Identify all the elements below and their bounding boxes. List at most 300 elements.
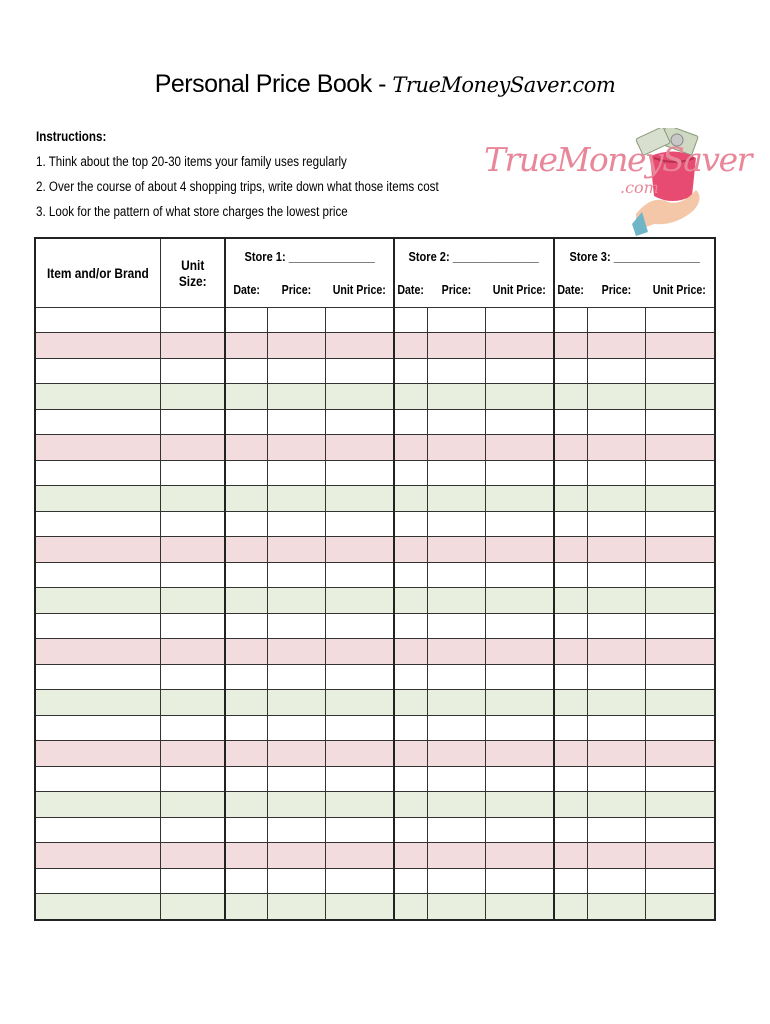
store-2-date-cell[interactable] [394,843,427,868]
store-2-price-cell[interactable] [427,613,485,638]
store-3-price-cell[interactable] [587,664,645,689]
store-1-date-cell[interactable] [225,384,267,409]
store-1-price-cell[interactable] [267,562,325,587]
store-2-unit-price-cell[interactable] [485,639,554,664]
item-cell[interactable] [35,639,160,664]
table-row [35,715,715,740]
store-3-date-cell[interactable] [554,308,587,333]
store-1-price-cell[interactable] [267,460,325,485]
store-2-date-cell[interactable] [394,792,427,817]
item-cell[interactable] [35,409,160,434]
store-3-price-cell[interactable] [587,308,645,333]
store-1-unit-price-cell[interactable] [325,715,394,740]
store-2-unit-price-cell[interactable] [485,868,554,893]
store-2-date-cell[interactable] [394,384,427,409]
store-3-unit-price-cell[interactable] [645,384,715,409]
store-2-price-cell[interactable] [427,511,485,536]
store-2-date-header: Date: [394,273,427,308]
store-3-unit-price-cell[interactable] [645,664,715,689]
store-3-header: Store 3: ______________ [554,238,715,273]
store-2-price-cell[interactable] [427,333,485,358]
store-2-price-cell[interactable] [427,537,485,562]
store-2-price-cell[interactable] [427,409,485,434]
store-2-unit-price-cell[interactable] [485,664,554,689]
unit-size-cell[interactable] [160,843,225,868]
table-row [35,741,715,766]
store-3-date-cell[interactable] [554,639,587,664]
store-3-unit-price-cell[interactable] [645,817,715,842]
item-cell[interactable] [35,868,160,893]
store-3-date-cell[interactable] [554,766,587,791]
store-1-price-cell[interactable] [267,511,325,536]
store-1-price-cell[interactable] [267,894,325,920]
unit-size-cell[interactable] [160,486,225,511]
store-2-unit-price-cell[interactable] [485,843,554,868]
store-2-date-cell[interactable] [394,894,427,920]
store-2-date-cell[interactable] [394,588,427,613]
store-3-unit-price-cell[interactable] [645,486,715,511]
store-3-price-cell[interactable] [587,562,645,587]
unit-size-cell[interactable] [160,664,225,689]
item-cell[interactable] [35,333,160,358]
store-3-unit-price-cell[interactable] [645,460,715,485]
store-3-unit-price-cell[interactable] [645,358,715,383]
store-1-date-cell[interactable] [225,308,267,333]
instructions-heading: Instructions: [36,129,107,144]
store-1-date-cell[interactable] [225,843,267,868]
store-2-price-cell[interactable] [427,384,485,409]
store-3-price-cell[interactable] [587,486,645,511]
store-3-unit-price-cell[interactable] [645,766,715,791]
store-1-date-cell[interactable] [225,588,267,613]
item-cell[interactable] [35,511,160,536]
store-3-date-cell[interactable] [554,588,587,613]
store-1-price-cell[interactable] [267,613,325,638]
store-2-price-cell[interactable] [427,435,485,460]
store-3-price-cell[interactable] [587,894,645,920]
store-2-header: Store 2: ______________ [394,238,554,273]
store-2-date-cell[interactable] [394,613,427,638]
store-2-date-cell[interactable] [394,486,427,511]
store-1-date-cell[interactable] [225,792,267,817]
store-3-unit-price-cell[interactable] [645,537,715,562]
unit-size-cell[interactable] [160,308,225,333]
price-book-table [34,237,716,921]
store-3-price-cell[interactable] [587,358,645,383]
store-2-unit-price-cell[interactable] [485,894,554,920]
store-1-date-cell[interactable] [225,715,267,740]
store-3-unit-price-cell[interactable] [645,639,715,664]
store-1-date-cell[interactable] [225,460,267,485]
store-2-unit-price-cell[interactable] [485,384,554,409]
store-3-date-cell[interactable] [554,894,587,920]
store-3-price-cell[interactable] [587,333,645,358]
store-3-price-cell[interactable] [587,384,645,409]
store-3-date-cell[interactable] [554,690,587,715]
store-3-unit-price-cell[interactable] [645,690,715,715]
store-1-date-cell[interactable] [225,613,267,638]
store-1-price-cell[interactable] [267,333,325,358]
store-3-date-cell[interactable] [554,792,587,817]
store-1-price-cell[interactable] [267,843,325,868]
unit-size-cell[interactable] [160,690,225,715]
store-1-date-cell[interactable] [225,690,267,715]
store-3-price-cell[interactable] [587,613,645,638]
store-1-date-header: Date: [225,273,267,308]
store-1-date-cell[interactable] [225,741,267,766]
unit-size-cell[interactable] [160,537,225,562]
table-row [35,766,715,791]
store-2-price-cell[interactable] [427,690,485,715]
store-1-date-cell[interactable] [225,435,267,460]
store-2-price-cell[interactable] [427,792,485,817]
store-1-unit-price-cell[interactable] [325,741,394,766]
store-2-price-cell[interactable] [427,894,485,920]
store-3-price-cell[interactable] [587,537,645,562]
store-3-unit-price-cell[interactable] [645,613,715,638]
table-row [35,817,715,842]
store-1-date-cell[interactable] [225,486,267,511]
store-3-unit-price-cell[interactable] [645,409,715,434]
store-3-date-cell[interactable] [554,817,587,842]
table-row [35,639,715,664]
store-2-unit-price-cell[interactable] [485,817,554,842]
store-1-price-cell[interactable] [267,308,325,333]
item-cell[interactable] [35,435,160,460]
store-2-date-cell[interactable] [394,690,427,715]
store-1-unit-price-cell[interactable] [325,358,394,383]
store-1-price-header: Price: [267,273,325,308]
store-1-unit-price-cell[interactable] [325,435,394,460]
store-3-date-cell[interactable] [554,333,587,358]
store-1-date-cell[interactable] [225,766,267,791]
store-3-price-cell[interactable] [587,435,645,460]
store-1-unit-price-cell[interactable] [325,562,394,587]
unit-size-cell[interactable] [160,511,225,536]
unit-size-cell[interactable] [160,562,225,587]
item-cell[interactable] [35,613,160,638]
item-cell[interactable] [35,384,160,409]
store-3-unit-price-cell[interactable] [645,435,715,460]
item-cell[interactable] [35,690,160,715]
store-1-price-cell[interactable] [267,409,325,434]
store-3-unit-price-header: Unit Price: [645,273,715,308]
store-2-date-cell[interactable] [394,460,427,485]
unit-size-cell[interactable] [160,715,225,740]
store-2-date-cell[interactable] [394,868,427,893]
store-1-date-cell[interactable] [225,664,267,689]
store-2-date-cell[interactable] [394,308,427,333]
store-1-unit-price-cell[interactable] [325,613,394,638]
store-2-unit-price-cell[interactable] [485,308,554,333]
store-2-date-cell[interactable] [394,435,427,460]
store-2-unit-price-cell[interactable] [485,486,554,511]
store-2-price-cell[interactable] [427,639,485,664]
table-row [35,588,715,613]
unit-size-cell[interactable] [160,868,225,893]
item-cell[interactable] [35,486,160,511]
instruction-step: 2. Over the course of about 4 shopping trips, write down what those items cost [36,179,439,194]
store-3-price-cell[interactable] [587,511,645,536]
store-2-date-cell[interactable] [394,537,427,562]
store-2-date-cell[interactable] [394,358,427,383]
store-3-unit-price-cell[interactable] [645,868,715,893]
store-2-unit-price-cell[interactable] [485,333,554,358]
unit-size-cell[interactable] [160,639,225,664]
store-2-unit-price-cell[interactable] [485,741,554,766]
item-cell[interactable] [35,562,160,587]
store-1-price-cell[interactable] [267,868,325,893]
store-2-unit-price-cell[interactable] [485,460,554,485]
store-1-unit-price-cell[interactable] [325,308,394,333]
unit-size-cell[interactable] [160,435,225,460]
store-1-price-cell[interactable] [267,384,325,409]
store-1-price-cell[interactable] [267,358,325,383]
store-1-unit-price-cell[interactable] [325,817,394,842]
store-1-unit-price-cell[interactable] [325,792,394,817]
store-2-date-cell[interactable] [394,409,427,434]
store-2-price-cell[interactable] [427,715,485,740]
store-2-price-cell[interactable] [427,868,485,893]
store-2-unit-price-cell[interactable] [485,511,554,536]
unit-size-cell[interactable] [160,817,225,842]
store-1-unit-price-cell[interactable] [325,511,394,536]
store-2-unit-price-cell[interactable] [485,792,554,817]
unit-size-cell[interactable] [160,894,225,920]
store-3-unit-price-cell[interactable] [645,792,715,817]
store-1-date-cell[interactable] [225,868,267,893]
table-row [35,843,715,868]
store-3-unit-price-cell[interactable] [645,715,715,740]
unit-size-cell[interactable] [160,766,225,791]
store-1-price-cell[interactable] [267,792,325,817]
store-1-date-cell[interactable] [225,358,267,383]
store-1-unit-price-cell[interactable] [325,486,394,511]
store-2-date-cell[interactable] [394,817,427,842]
item-cell[interactable] [35,664,160,689]
item-cell[interactable] [35,741,160,766]
store-2-price-cell[interactable] [427,460,485,485]
store-1-price-cell[interactable] [267,690,325,715]
store-1-price-cell[interactable] [267,435,325,460]
store-3-unit-price-cell[interactable] [645,588,715,613]
store-1-price-cell[interactable] [267,766,325,791]
store-1-date-cell[interactable] [225,639,267,664]
unit-size-header: Unit Size: [160,238,225,308]
store-3-date-cell[interactable] [554,664,587,689]
store-2-date-cell[interactable] [394,511,427,536]
item-cell[interactable] [35,358,160,383]
store-3-date-cell[interactable] [554,537,587,562]
table-row [35,664,715,689]
store-3-unit-price-cell[interactable] [645,333,715,358]
item-cell[interactable] [35,792,160,817]
store-3-price-cell[interactable] [587,843,645,868]
store-3-date-cell[interactable] [554,409,587,434]
store-1-unit-price-cell[interactable] [325,868,394,893]
store-1-price-cell[interactable] [267,588,325,613]
table-row [35,511,715,536]
logo-wordmark: TrueMoneySaver [484,140,751,179]
store-3-unit-price-cell[interactable] [645,894,715,920]
store-1-unit-price-cell[interactable] [325,690,394,715]
store-1-price-cell[interactable] [267,664,325,689]
store-2-price-cell[interactable] [427,843,485,868]
store-1-date-cell[interactable] [225,409,267,434]
table-row [35,690,715,715]
store-2-unit-price-cell[interactable] [485,588,554,613]
store-3-date-cell[interactable] [554,384,587,409]
store-1-price-cell[interactable] [267,715,325,740]
store-1-unit-price-cell[interactable] [325,409,394,434]
store-1-unit-price-cell[interactable] [325,766,394,791]
store-1-unit-price-cell[interactable] [325,843,394,868]
item-cell[interactable] [35,843,160,868]
store-2-price-cell[interactable] [427,664,485,689]
store-1-unit-price-cell[interactable] [325,537,394,562]
store-1-date-cell[interactable] [225,537,267,562]
store-3-unit-price-cell[interactable] [645,741,715,766]
price-book-body [35,308,715,921]
table-row [35,868,715,893]
item-cell[interactable] [35,766,160,791]
store-3-unit-price-cell[interactable] [645,562,715,587]
store-3-date-cell[interactable] [554,435,587,460]
store-2-date-cell[interactable] [394,715,427,740]
store-3-price-cell[interactable] [587,715,645,740]
store-3-date-cell[interactable] [554,843,587,868]
store-3-date-cell[interactable] [554,460,587,485]
unit-size-cell[interactable] [160,741,225,766]
store-3-price-cell[interactable] [587,409,645,434]
store-1-unit-price-cell[interactable] [325,384,394,409]
store-3-price-cell[interactable] [587,868,645,893]
instruction-step: 1. Think about the top 20-30 items your family uses regularly [36,154,347,169]
store-1-price-cell[interactable] [267,639,325,664]
unit-size-cell[interactable] [160,333,225,358]
store-1-unit-price-cell[interactable] [325,639,394,664]
table-row [35,409,715,434]
store-2-price-cell[interactable] [427,817,485,842]
store-3-price-cell[interactable] [587,766,645,791]
store-2-unit-price-cell[interactable] [485,562,554,587]
store-2-unit-price-cell[interactable] [485,715,554,740]
store-3-price-cell[interactable] [587,588,645,613]
store-3-unit-price-cell[interactable] [645,308,715,333]
store-1-unit-price-cell[interactable] [325,460,394,485]
store-1-unit-price-cell[interactable] [325,664,394,689]
store-2-price-cell[interactable] [427,486,485,511]
store-2-price-cell[interactable] [427,741,485,766]
store-1-date-cell[interactable] [225,562,267,587]
store-3-price-cell[interactable] [587,460,645,485]
store-2-unit-price-cell[interactable] [485,690,554,715]
store-3-date-cell[interactable] [554,511,587,536]
store-3-unit-price-cell[interactable] [645,511,715,536]
store-2-date-cell[interactable] [394,562,427,587]
table-row [35,894,715,920]
table-row [35,486,715,511]
store-2-unit-price-cell[interactable] [485,435,554,460]
item-cell[interactable] [35,588,160,613]
store-1-date-cell[interactable] [225,817,267,842]
store-2-unit-price-cell[interactable] [485,766,554,791]
store-2-date-cell[interactable] [394,664,427,689]
store-1-date-cell[interactable] [225,511,267,536]
table-row [35,613,715,638]
store-2-price-cell[interactable] [427,358,485,383]
item-cell[interactable] [35,537,160,562]
store-3-date-cell[interactable] [554,868,587,893]
store-3-date-cell[interactable] [554,741,587,766]
store-3-date-cell[interactable] [554,486,587,511]
unit-size-cell[interactable] [160,792,225,817]
item-cell[interactable] [35,308,160,333]
item-cell[interactable] [35,460,160,485]
item-cell[interactable] [35,817,160,842]
store-2-unit-price-cell[interactable] [485,409,554,434]
store-2-price-cell[interactable] [427,766,485,791]
store-2-unit-price-cell[interactable] [485,613,554,638]
store-3-date-cell[interactable] [554,715,587,740]
store-1-date-cell[interactable] [225,333,267,358]
store-1-price-cell[interactable] [267,817,325,842]
store-2-price-cell[interactable] [427,588,485,613]
table-row [35,792,715,817]
store-3-date-cell[interactable] [554,613,587,638]
store-2-unit-price-cell[interactable] [485,537,554,562]
unit-size-cell[interactable] [160,613,225,638]
store-3-price-cell[interactable] [587,792,645,817]
store-3-date-cell[interactable] [554,562,587,587]
instructions [36,124,439,224]
store-1-unit-price-header: Unit Price: [325,273,394,308]
unit-size-cell[interactable] [160,384,225,409]
store-1-unit-price-cell[interactable] [325,588,394,613]
store-3-price-cell[interactable] [587,741,645,766]
store-1-date-cell[interactable] [225,894,267,920]
table-row [35,460,715,485]
unit-size-cell[interactable] [160,409,225,434]
store-3-price-cell[interactable] [587,690,645,715]
item-cell[interactable] [35,894,160,920]
store-3-price-cell[interactable] [587,817,645,842]
store-1-price-cell[interactable] [267,486,325,511]
store-1-unit-price-cell[interactable] [325,894,394,920]
store-2-date-cell[interactable] [394,766,427,791]
title-brand: TrueMoneySaver.com [392,73,616,97]
unit-size-cell[interactable] [160,358,225,383]
table-row [35,308,715,333]
unit-size-cell[interactable] [160,588,225,613]
store-3-price-cell[interactable] [587,639,645,664]
unit-size-cell[interactable] [160,460,225,485]
store-1-unit-price-cell[interactable] [325,333,394,358]
table-row [35,333,715,358]
store-2-date-cell[interactable] [394,333,427,358]
store-2-unit-price-cell[interactable] [485,358,554,383]
store-3-unit-price-cell[interactable] [645,843,715,868]
store-2-date-cell[interactable] [394,639,427,664]
store-3-date-cell[interactable] [554,358,587,383]
store-1-price-cell[interactable] [267,741,325,766]
store-2-price-cell[interactable] [427,308,485,333]
item-cell[interactable] [35,715,160,740]
store-2-date-cell[interactable] [394,741,427,766]
store-1-price-cell[interactable] [267,537,325,562]
store-2-price-cell[interactable] [427,562,485,587]
table-row [35,562,715,587]
